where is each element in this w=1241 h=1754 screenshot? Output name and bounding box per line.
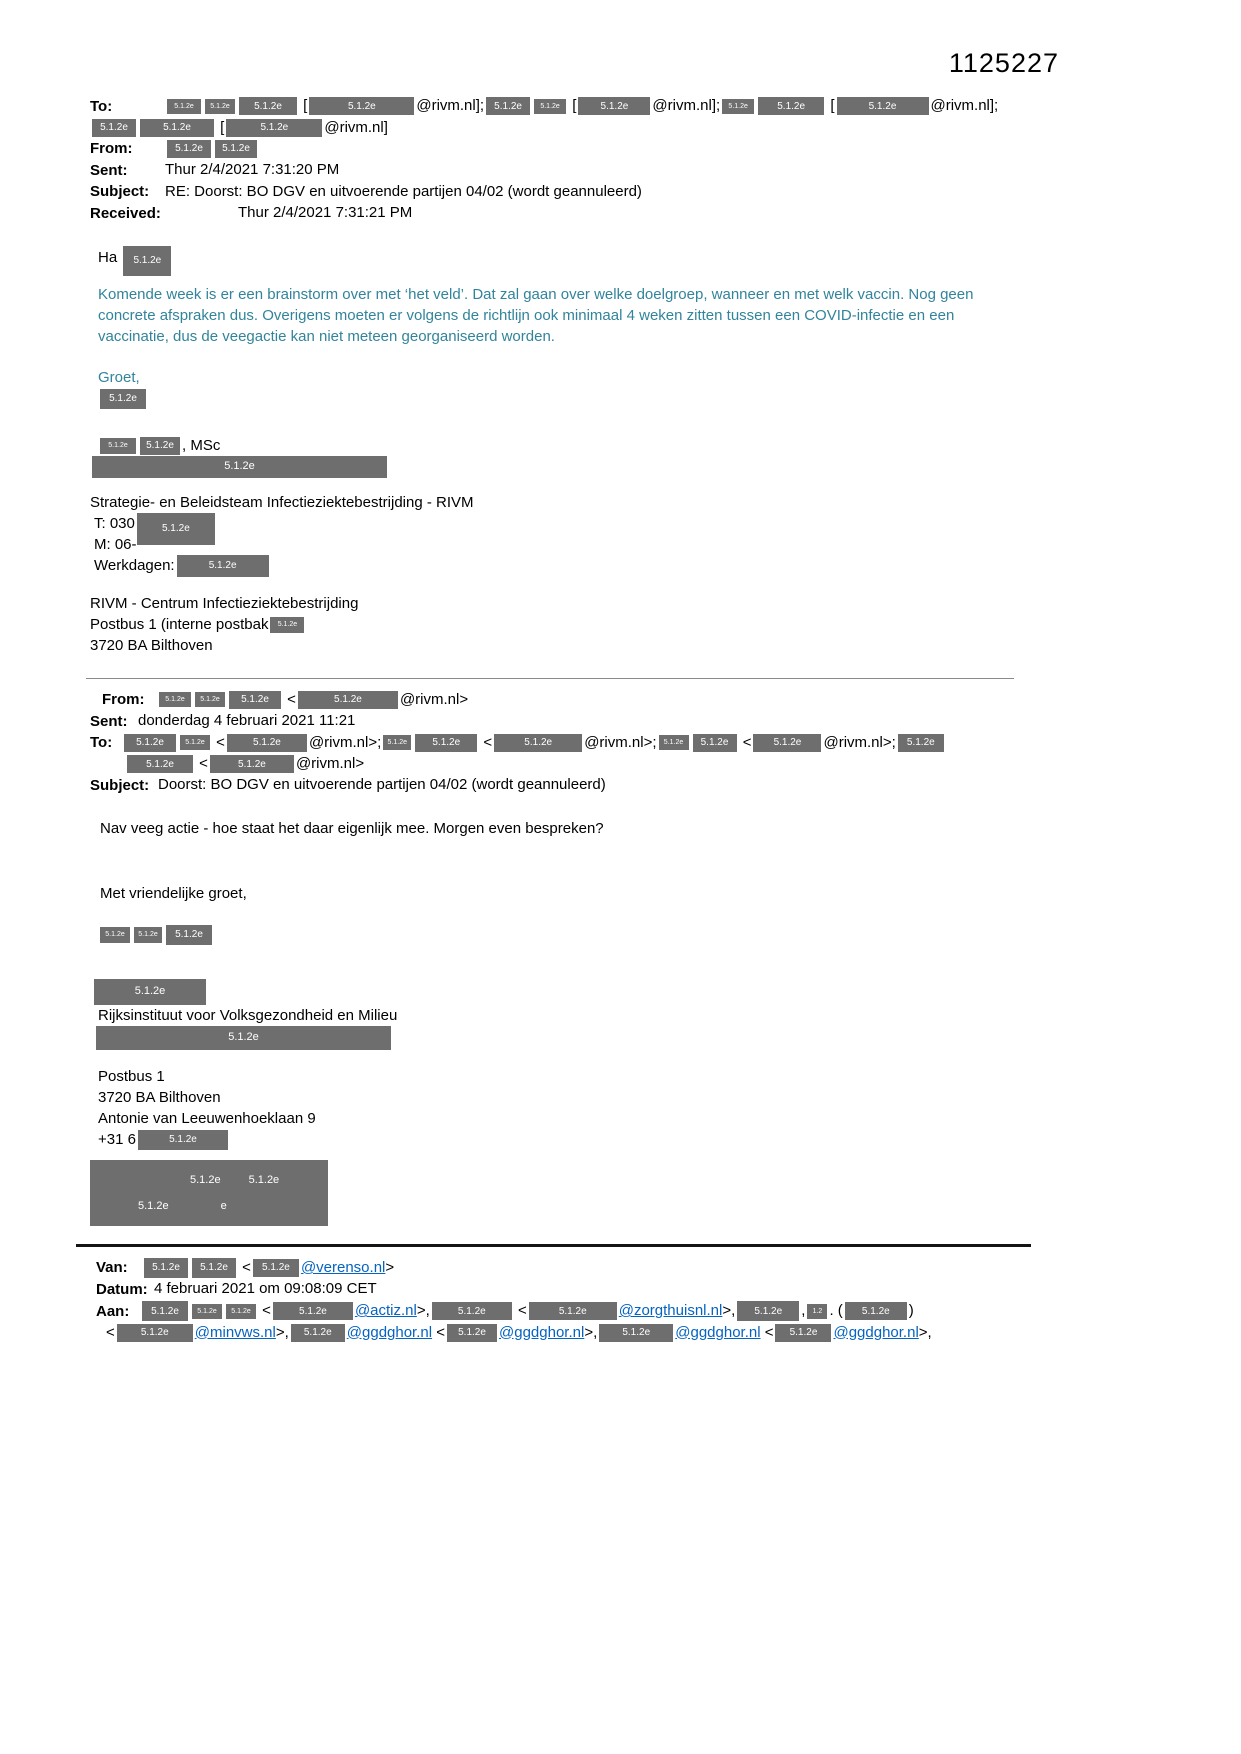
text-run: Postbus 1 (interne postbak <box>90 615 269 633</box>
redaction-box: 5.1.2e <box>722 99 754 114</box>
redaction-box: 5.1.2e <box>309 97 414 115</box>
redaction-box: 5.1.2e <box>134 927 162 943</box>
page-number: 1125227 <box>948 48 1059 78</box>
closing-line <box>98 367 1171 388</box>
text-run: Groet, <box>98 368 140 386</box>
redaction-box: 5.1.2e <box>270 617 304 633</box>
text-run: < <box>238 1258 251 1276</box>
body2-closing-line <box>100 883 1171 904</box>
spacer <box>90 904 1171 924</box>
redaction-row <box>90 1200 328 1212</box>
signature-name-redaction <box>98 388 1171 409</box>
text-run: @rivm.nl]; <box>652 97 721 114</box>
sig1-team-line <box>90 492 1171 513</box>
field-label: From: <box>102 691 145 709</box>
sig1-phone-line <box>94 513 1171 534</box>
spacer <box>90 1050 1171 1066</box>
text-run: @rivm.nl> <box>295 755 365 773</box>
text-run: M: 06- <box>94 535 137 553</box>
redaction-box: 5.1.2e <box>534 99 566 114</box>
redaction-box: 5.1.2e <box>140 437 180 455</box>
redaction-box: 5.1.2e <box>659 735 689 750</box>
text-run: < <box>479 733 493 751</box>
text-run: < <box>212 733 225 751</box>
field-label: Sent: <box>90 161 128 179</box>
text-run: +31 6 <box>98 1130 136 1148</box>
text-run: 4 februari 2021 om 09:08:09 CET <box>154 1280 377 1298</box>
redaction-box: 5.1.2e <box>159 692 191 707</box>
redaction-box: 5.1.2e <box>195 692 225 707</box>
header1-received-line <box>90 202 1171 224</box>
redaction-box: 5.1.2e <box>167 99 201 114</box>
divider-thick <box>76 1244 1031 1247</box>
text-run: [ <box>568 97 577 114</box>
text-run: Thur 2/4/2021 7:31:20 PM <box>165 161 340 179</box>
field-label: Received: <box>90 204 161 222</box>
email-document <box>90 95 1171 1343</box>
text-run: >, <box>275 1323 289 1341</box>
redaction-box: 5.1.2e <box>229 691 281 709</box>
sig1-workdays-line <box>94 555 1171 577</box>
text-run: @rivm.nl>; <box>823 733 896 751</box>
header2-to-wrap-line <box>125 753 1171 774</box>
redaction-box: 5.1.2e <box>100 927 130 943</box>
redaction-row <box>90 1174 328 1186</box>
text-run: [ <box>826 97 835 114</box>
text-run: < <box>738 733 752 751</box>
spacer <box>90 270 1171 284</box>
header1-to-line-1 <box>90 95 1171 117</box>
field-label: From: <box>90 140 133 158</box>
email-link[interactable]: @ggdghor.nl <box>833 1323 919 1341</box>
text-run: @rivm.nl>; <box>308 733 382 751</box>
sig2-city-line <box>98 1087 1171 1108</box>
sig1-city-line <box>90 635 1171 656</box>
spacer <box>90 478 1171 492</box>
redaction-box: 5.1.2e <box>898 734 944 752</box>
header1-from-line <box>90 138 1171 160</box>
text-run: @rivm.nl] <box>324 118 388 136</box>
redaction-box: 5.1.2e <box>486 97 530 115</box>
text-run: RIVM - Centrum Infectieziektebestrijding <box>90 594 359 612</box>
sig1-org-line <box>90 593 1171 614</box>
spacer <box>90 347 1171 367</box>
header2-from-line <box>102 689 1171 711</box>
sig2-dept-redaction <box>94 1026 1171 1050</box>
redaction-box: 5.1.2e <box>140 119 214 137</box>
redaction-box: 5.1.2e <box>758 97 824 115</box>
redaction-box: 5.1.2e <box>177 555 269 577</box>
text-run: < <box>432 1323 446 1341</box>
body2-line <box>100 818 1171 839</box>
spacer <box>90 945 1171 979</box>
redaction-box: 5.1.2e <box>837 97 929 115</box>
text-run: [ <box>299 97 308 114</box>
email-link[interactable]: @minvws.nl <box>194 1323 276 1341</box>
redaction-box: 5.1.2e <box>192 1258 236 1278</box>
field-label: Van: <box>96 1259 128 1277</box>
text-run: Antonie van Leeuwenhoeklaan 9 <box>98 1109 316 1127</box>
text-run: Postbus 1 <box>98 1067 165 1085</box>
text-run: < <box>760 1323 774 1341</box>
sig1-function-redaction <box>90 456 1171 478</box>
redaction-box: 5.1.2e <box>96 1026 391 1050</box>
spacer <box>90 1150 1171 1160</box>
redaction-box: 5.1.2e <box>92 119 136 137</box>
redaction-box: 5.1.2e <box>383 735 411 750</box>
text-run: . ( <box>829 1302 843 1319</box>
redaction-label: 5.1.2e <box>248 1173 280 1186</box>
redaction-box: 5.1.2e <box>239 97 297 115</box>
text-run: [ <box>216 118 225 136</box>
header2-sent-line <box>90 710 1171 732</box>
text-run: >, <box>918 1323 932 1341</box>
sig2-name-redactions <box>98 924 1171 945</box>
spacer <box>90 577 1171 593</box>
field-label: Aan: <box>96 1302 130 1320</box>
redaction-box: 5.1.2e <box>775 1324 831 1342</box>
text-run: Met vriendelijke groet, <box>100 884 247 902</box>
email-link[interactable]: @actiz.nl <box>354 1302 417 1319</box>
redaction-box: 5.1.2e <box>447 1324 497 1342</box>
redaction-box: 5.1.2e <box>144 1258 188 1278</box>
redaction-label: 5.1.2e <box>190 1173 221 1186</box>
redaction-block <box>90 1160 328 1226</box>
email-link[interactable]: @ggdghor.nl <box>499 1323 585 1341</box>
field-label: To: <box>90 734 113 752</box>
redaction-box: 5.1.2e <box>494 734 582 752</box>
text-run: >, <box>584 1323 598 1341</box>
text-run: < <box>513 1302 527 1319</box>
redaction-box: 5.1.2e <box>100 438 136 454</box>
redaction-box: 5.1.2e <box>298 691 398 709</box>
field-label: To: <box>90 97 113 115</box>
text-run: , <box>801 1302 806 1319</box>
header1-sent-line <box>90 159 1171 181</box>
text-run: RE: Doorst: BO DGV en uitvoerende partijen 04/02 (wordt geannuleerd) <box>165 182 642 200</box>
greeting-line <box>98 246 1171 270</box>
header3-aan-wrap-line <box>106 1322 1171 1343</box>
text-run: < <box>258 1302 271 1319</box>
text-run: Doorst: BO DGV en uitvoerende partijen 04/02 (wordt geannuleerd) <box>158 776 606 794</box>
redaction-box: 5.1.2e <box>273 1302 353 1320</box>
sig1-postbus-line <box>90 614 1171 635</box>
text-run: Nav veeg actie - hoe staat het daar eigenlijk mee. Morgen even bespreken? <box>100 819 604 837</box>
redaction-box: 5.1.2e <box>226 1304 256 1319</box>
header1-subject-line <box>90 181 1171 203</box>
email-link[interactable]: @zorgthuisnl.nl <box>618 1302 723 1319</box>
redaction-box: 5.1.2e <box>205 99 235 114</box>
sig1-name-line <box>98 435 1171 456</box>
spacer <box>90 1226 1171 1234</box>
redaction-box: 5.1.2e <box>215 140 257 158</box>
redaction-box: 5.1.2e <box>291 1324 345 1342</box>
field-label: Sent: <box>90 712 128 730</box>
text-run: @rivm.nl]; <box>416 97 485 114</box>
redaction-box: 5.1.2e <box>166 925 212 945</box>
email-link[interactable]: @verenso.nl <box>300 1258 386 1276</box>
redaction-box: 5.1.2e <box>92 456 387 478</box>
redaction-box: 5.1.2e <box>227 734 307 752</box>
text-run: T: 030 <box>94 514 135 532</box>
redaction-box: 5.1.2e <box>117 1324 193 1342</box>
sig2-street-line <box>98 1108 1171 1129</box>
text-run: Rijksinstituut voor Volksgezondheid en Milieu <box>98 1006 398 1024</box>
text-run: Strategie- en Beleidsteam Infectieziektebestrijding - RIVM <box>90 493 474 511</box>
text-run: 3720 BA Bilthoven <box>98 1088 221 1106</box>
redaction-box: 5.1.2e <box>210 755 294 773</box>
redaction-box: 5.1.2e <box>124 734 176 752</box>
redaction-box: 5.1.2e <box>737 1301 799 1321</box>
text-run: Werkdagen: <box>94 556 175 574</box>
field-label: Datum: <box>96 1281 148 1298</box>
redaction-box: 5.1.2e <box>415 734 477 752</box>
email-link[interactable]: @ggdghor.nl <box>346 1323 433 1341</box>
redaction-box: 1.2 <box>807 1304 827 1319</box>
spacer <box>90 796 1171 818</box>
header3-aan-line <box>96 1300 1171 1322</box>
text-run: Komende week is er een brainstorm over met ‘het veld’. Dat zal gaan over welke doelgroep, wanneer en met welk vaccin. Nog geen concrete afspraken dus. Overigens moeten er volgens de richtlijn ook minimaal 4 weken zitten tussen een COVID-infectie en een vaccinatie, dus de veegactie kan niet meteen georganiseerd worden. <box>98 285 974 345</box>
redaction-box: 5.1.2e <box>432 1302 512 1320</box>
redaction-box: 5.1.2e <box>192 1304 222 1319</box>
text-run: @rivm.nl>; <box>584 733 657 751</box>
text-run: < <box>283 690 296 708</box>
redaction-box: 5.1.2e <box>226 119 322 137</box>
redaction-box: 5.1.2e <box>529 1302 617 1320</box>
text-run: 3720 BA Bilthoven <box>90 636 213 654</box>
text-run: , MSc <box>182 436 221 454</box>
text-run: > <box>385 1258 395 1276</box>
field-label: Subject: <box>90 776 150 794</box>
sig2-phone-line <box>98 1129 1171 1150</box>
sig1-mobile-line <box>94 534 1171 555</box>
redaction-box: 5.1.2e <box>100 389 146 409</box>
redaction-box: 5.1.2e <box>753 734 821 752</box>
sig2-org-line <box>98 1005 1171 1026</box>
redaction-box: 5.1.2e <box>138 1130 228 1150</box>
header1-to-line-2 <box>90 117 1171 138</box>
header2-to-line <box>90 732 1171 754</box>
redaction-box: 5.1.2e <box>253 1259 299 1277</box>
header3-van-line <box>96 1257 1171 1279</box>
sig2-function-redaction <box>92 979 1171 1005</box>
body-paragraph <box>98 284 1003 347</box>
redaction-label: 5.1.2e <box>138 1199 169 1212</box>
spacer <box>90 224 1171 246</box>
redaction-box: 5.1.2e <box>167 140 211 158</box>
redaction-label: e <box>220 1199 227 1212</box>
text-run: donderdag 4 februari 2021 11:21 <box>138 712 356 730</box>
redaction-box: 5.1.2e <box>599 1324 673 1342</box>
divider-line <box>86 678 1014 679</box>
redaction-box: 5.1.2e <box>578 97 650 115</box>
text-run: >, <box>416 1302 430 1319</box>
redaction-box: 5.1.2e <box>127 755 193 773</box>
text-run: @rivm.nl]; <box>930 97 999 114</box>
redaction-box: 5.1.2e <box>142 1301 188 1321</box>
text-run: ) <box>908 1302 914 1319</box>
redaction-box: 5.1.2e <box>693 734 737 752</box>
header2-subject-line <box>90 774 1171 796</box>
field-label: Subject: <box>90 183 150 201</box>
text-run: Ha <box>98 248 122 266</box>
redaction-box: 5.1.2e <box>137 513 215 545</box>
sig2-postbus-line <box>98 1066 1171 1087</box>
text-run: >, <box>722 1302 736 1319</box>
spacer <box>90 839 1171 883</box>
redaction-box: 5.1.2e <box>94 979 206 1005</box>
text-run: < <box>195 755 208 773</box>
redaction-box: 5.1.2e <box>180 735 210 750</box>
text-run: < <box>106 1323 115 1341</box>
header3-datum-line <box>96 1278 1171 1300</box>
redaction-box: 5.1.2e <box>123 246 171 276</box>
text-run: @rivm.nl> <box>399 690 469 708</box>
redaction-box: 5.1.2e <box>845 1302 907 1320</box>
spacer <box>90 656 1171 668</box>
email-link[interactable]: @ggdghor.nl <box>675 1323 761 1341</box>
spacer <box>90 409 1171 435</box>
text-run: Thur 2/4/2021 7:31:21 PM <box>238 204 413 222</box>
